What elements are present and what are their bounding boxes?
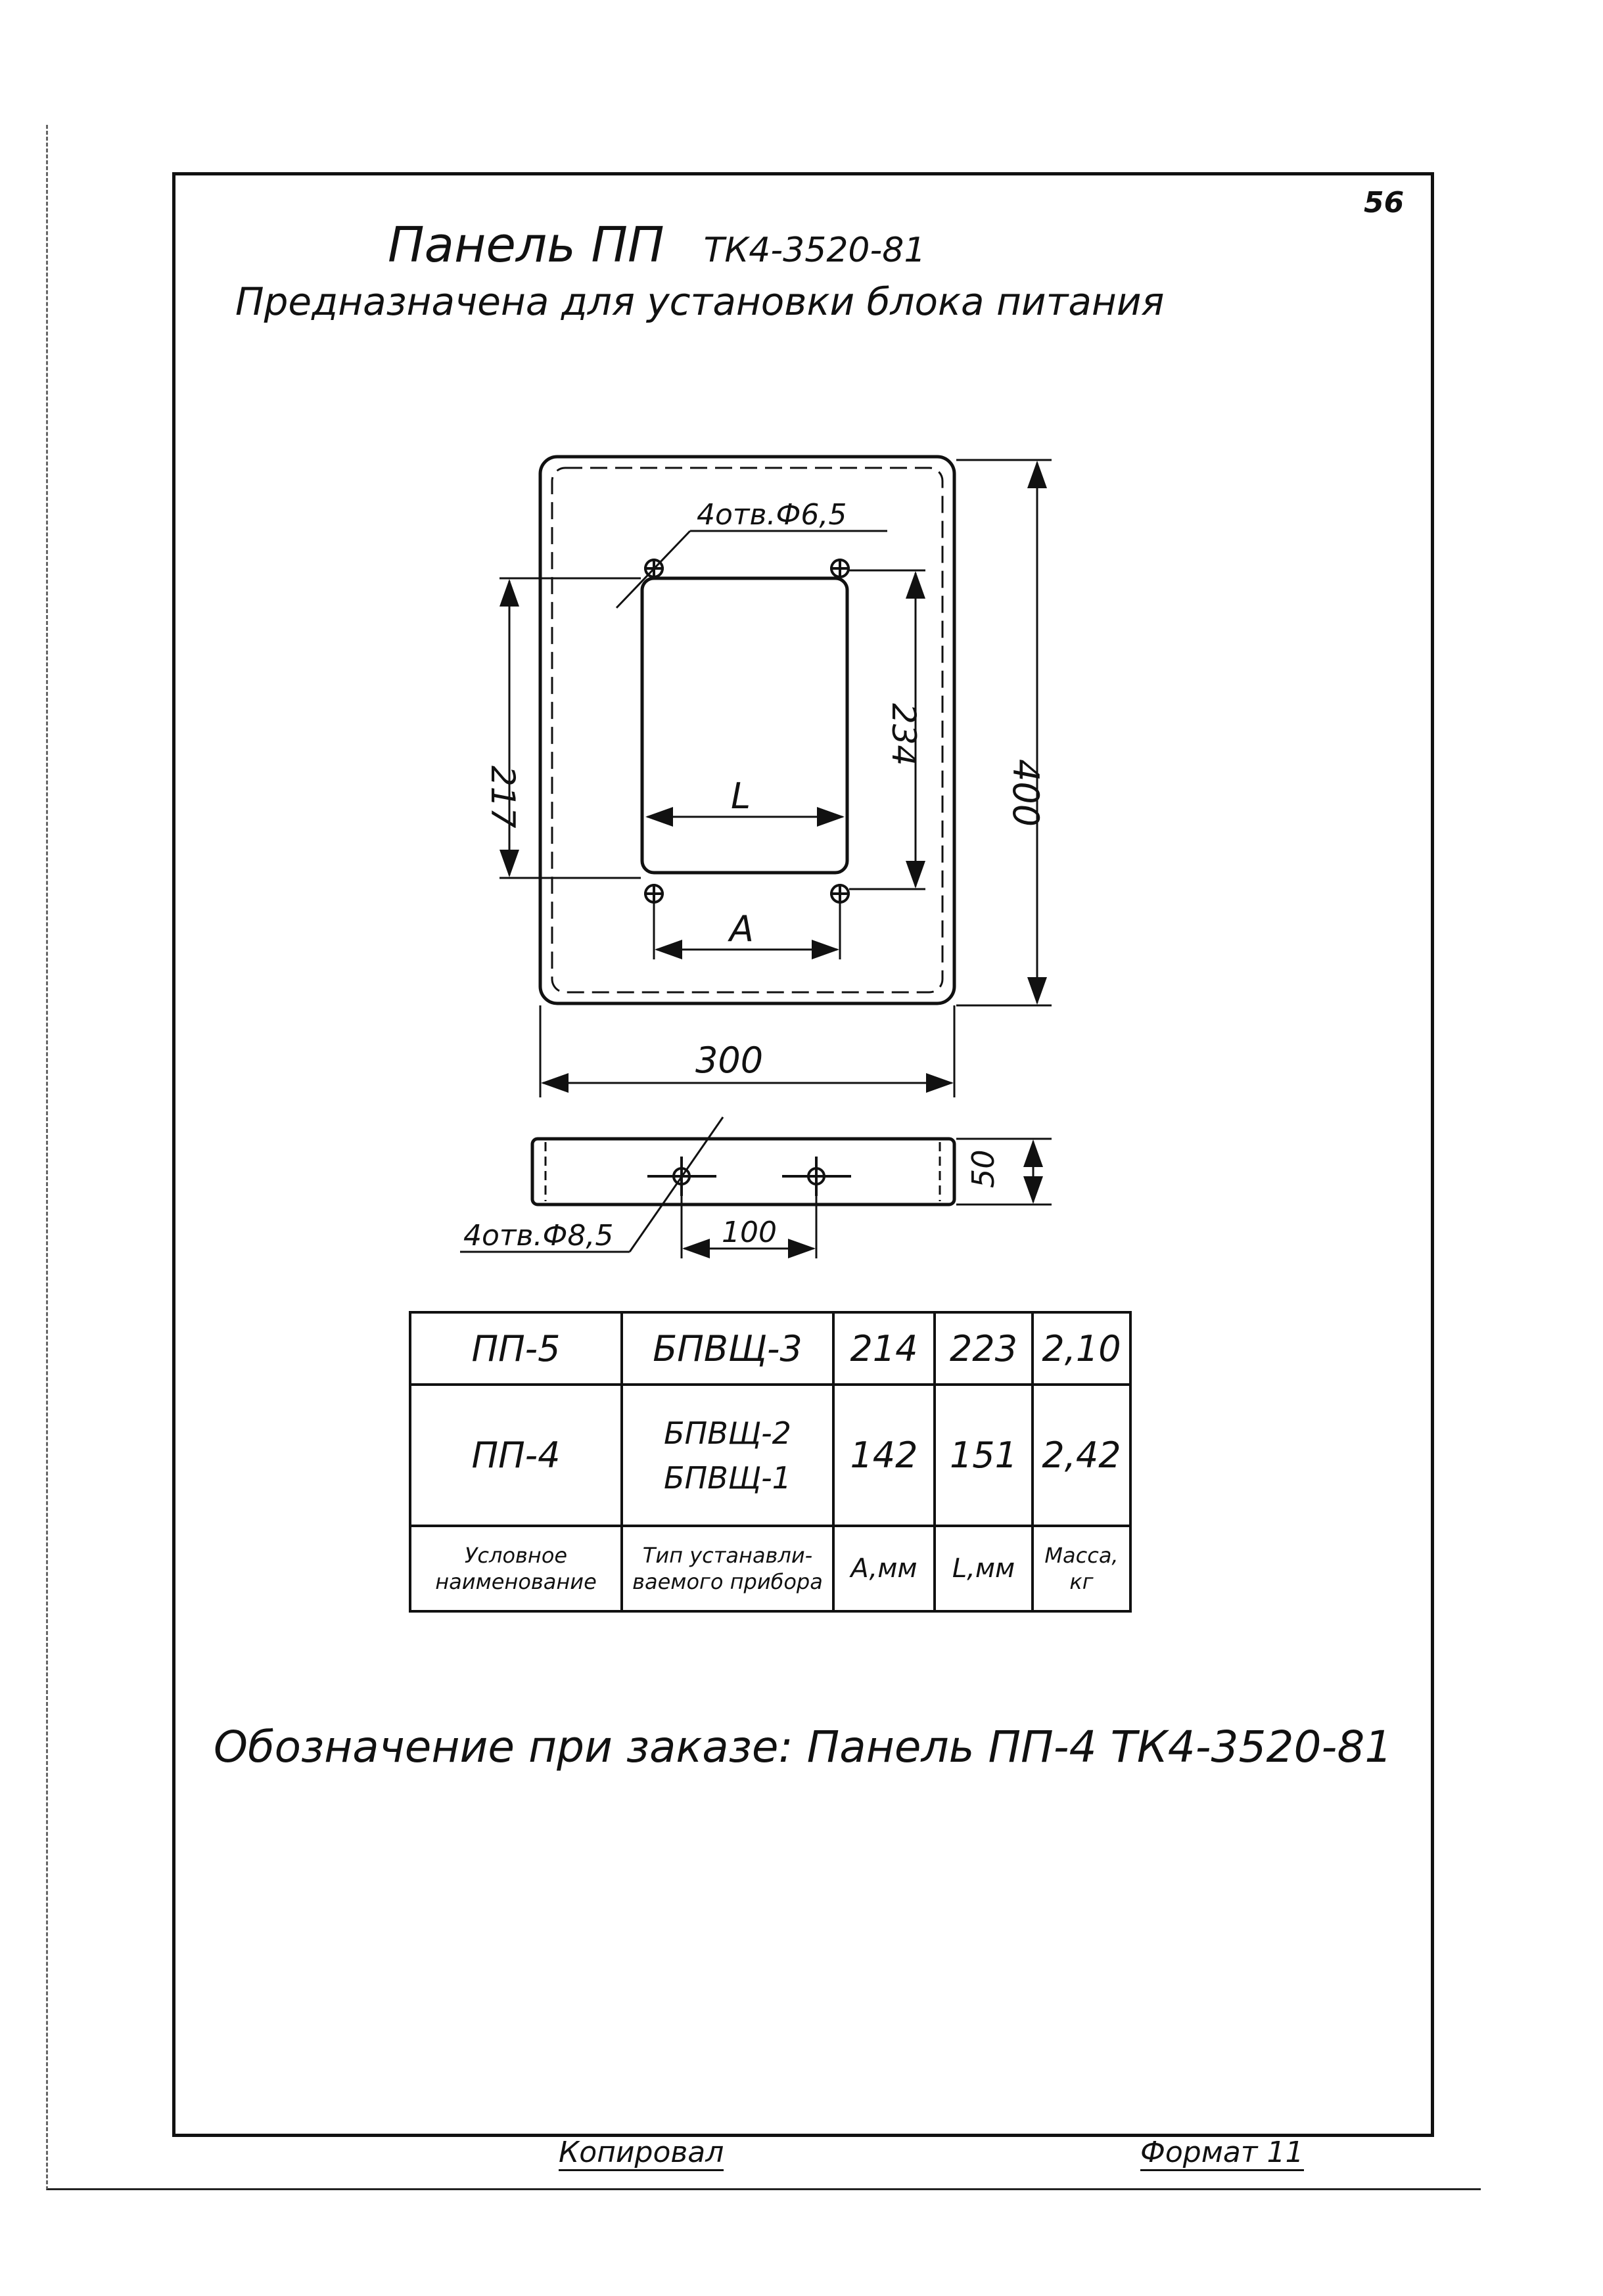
mounting-hole — [830, 884, 850, 904]
hole-leader-front — [616, 531, 690, 608]
front-holes-label: 4отв.Ф6,5 — [697, 498, 847, 532]
side-view-outline — [532, 1139, 954, 1205]
table-row — [410, 1312, 1130, 1385]
table-cell-l: 223 — [935, 1312, 1033, 1385]
dimension-l-label: L — [731, 775, 751, 817]
table-header-line: наименование — [435, 1569, 597, 1594]
table-cell-mass: 2,42 — [1033, 1385, 1130, 1526]
dimension-100-label: 100 — [722, 1216, 777, 1249]
table-device-line: БПВЩ-1 — [664, 1459, 791, 1496]
table-cell-mass: 2,10 — [1033, 1312, 1130, 1385]
dimension-217-label: 217 — [484, 766, 522, 829]
table-device-line: БПВЩ-2 — [664, 1415, 791, 1451]
dimension-300-label: 300 — [695, 1040, 764, 1081]
table-header-line: Условное — [464, 1543, 568, 1568]
side-holes-label: 4отв.Ф8,5 — [463, 1219, 614, 1252]
table-cell-l: 151 — [935, 1385, 1033, 1526]
dimension-50-label: 50 — [965, 1149, 1001, 1188]
mounting-hole — [644, 884, 664, 904]
table-header-device — [622, 1526, 833, 1611]
table-header-line: кг — [1069, 1569, 1094, 1594]
table-cell-name: ПП-5 — [410, 1312, 622, 1385]
table-cell-a: 142 — [833, 1385, 935, 1526]
title-code: ТК4-3520-81 — [703, 231, 926, 270]
table-header-mass — [1033, 1526, 1130, 1611]
dimension-400-label: 400 — [1005, 759, 1046, 827]
order-designation: Обозначение при заказе: Панель ПП-4 ТК4-3520-81 — [214, 1722, 1393, 1772]
spec-table — [409, 1311, 1132, 1613]
sheet-number: 56 — [1364, 186, 1405, 219]
table-cell-device — [622, 1385, 833, 1526]
table-row — [410, 1385, 1130, 1526]
window-cutout — [642, 578, 847, 873]
page-subtitle: Предназначена для установки блока питания — [235, 279, 1165, 324]
table-header-row — [410, 1526, 1130, 1611]
table-cell-device: БПВЩ-3 — [622, 1312, 833, 1385]
table-header-line: ваемого прибора — [632, 1569, 823, 1594]
table-header-line: Масса, — [1044, 1543, 1119, 1568]
table-header-line: Тип устанавли- — [642, 1543, 813, 1568]
table-cell-a: 214 — [833, 1312, 935, 1385]
format-label: Формат 11 — [1140, 2136, 1304, 2171]
table-header-a: A,мм — [833, 1526, 935, 1611]
dimension-a-label: A — [730, 908, 754, 950]
copied-by-label: Копировал — [559, 2136, 724, 2171]
table-cell-name: ПП-4 — [410, 1385, 622, 1526]
table-header-name — [410, 1526, 622, 1611]
mounting-hole — [830, 559, 850, 578]
title-name: Панель ПП — [388, 217, 664, 273]
table-header-l: L,мм — [935, 1526, 1033, 1611]
side-hole — [782, 1157, 851, 1196]
dimension-234-label: 234 — [885, 703, 923, 766]
